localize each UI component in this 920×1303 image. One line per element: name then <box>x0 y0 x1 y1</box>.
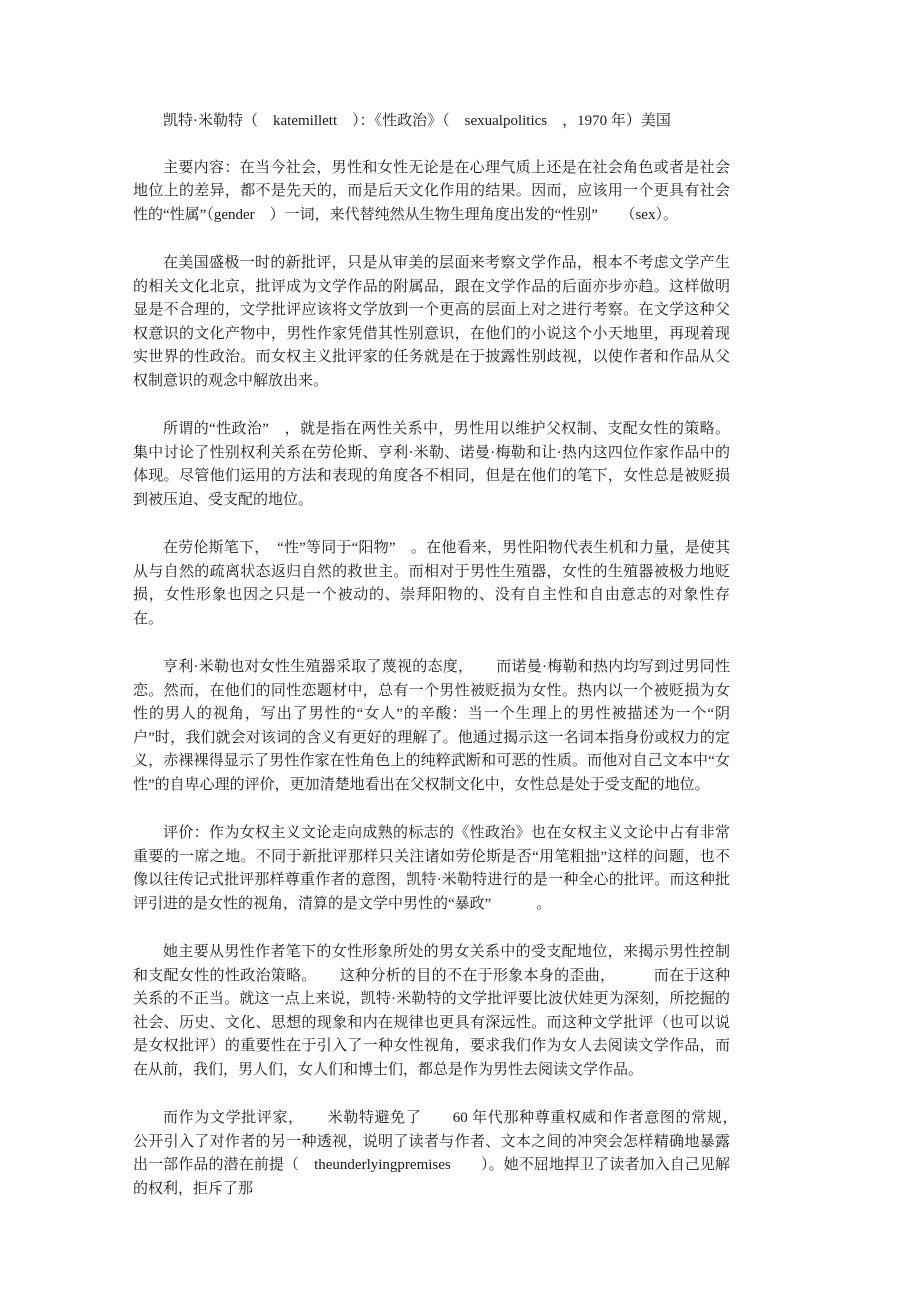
document-page <box>133 110 776 1226</box>
paragraph-critic-conventions: 而作为文学批评家， 米勒特避免了 60 年代那种尊重权威和作者意图的常规， 公开引入了对作者的另一种透视，说明了读者与作者、文本之间的冲突会怎样精确地暴露出一部作品的潜在前提（ theunderlyingpremises ）。她不屈地捍卫了读者加入自己见解的权利，拒斥了那 <box>133 1110 776 1197</box>
paragraph-main-content: 主要内容：在当今社会，男性和女性无论是在心理气质上还是在社会角色或者是社会地位上的差异，都不是先天的，而是后天文化作用的结果。因而，应该用一个更具有社会性的“性属”（gender ）一词，来代替纯然从生物生理角度出发的“性别” （sex）。 <box>133 159 730 223</box>
paragraph-sexual-politics-definition: 所谓的“性政治” ，就是指在两性关系中，男性用以维护父权制、支配女性的策略。集中讨论了性别权利关系在劳伦斯、亨利·米勒、诺曼·梅勒和让·热内这四位作家作品中的体现。尽管他们运用的方法和表现的角度各不相同，但是在他们的笔下，女性总是被贬损到被压迫、受支配的地位。 <box>133 421 730 508</box>
paragraph-new-criticism: 在美国盛极一时的新批评，只是从审美的层面来考察文学作品，根本不考虑文学产生的相关文化北京，批评成为文学作品的附属品，跟在文学作品的后面亦步亦趋。这样做明显是不合理的，文学批评应该将文学放到一个更高的层面上对之进行考察。在文学这种父权意识的文化产物中，男性作家凭借其性别意识，在他们的小说这个小天地里，再现着现实世界的性政治。而女权主义批评家的任务就是在于披露性别歧视，以使作者和作品从父权制意识的观念中解放出来。 <box>133 255 730 389</box>
paragraph-evaluation: 评价：作为女权主义文论走向成熟的标志的《性政治》也在女权主义文论中占有非常重要的一席之地。不同于新批评那样只关注诸如劳伦斯是否“用笔粗拙”这样的问题，也不像以往传记式批评那样尊重作者的意图，凯特·米勒特进行的是一种全心的批评。而这种批评引进的是女性的视角，清算的是文学中男性的“暴政” 。 <box>133 825 730 912</box>
paragraph-lawrence: 在劳伦斯笔下， “性”等同于“阳物” 。在他看来，男性阳物代表生机和力量，是使其从与自然的疏离状态返归自然的救世主。而相对于男性生殖器，女性的生殖器被极力地贬损，女性形象也因之只是一个被动的、崇拜阳物的、没有自主性和自由意志的对象性存在。 <box>133 540 730 627</box>
paragraph-miller-mailer-genet: 亨利·米勒也对女性生殖器采取了蔑视的态度， 而诺曼·梅勒和热内均写到过男同性恋。然而，在他们的同性恋题材中，总有一个男性被贬损为女性。热内以一个被贬损为女性的男人的视角，写出了男性的“女人”的辛酸：当一个生理上的男性被描述为一个“阴户”时，我们就会对该词的含义有更好的理解了。他通过揭示这一名词本指身份或权力的定义，赤裸裸得显示了男性作家在性角色上的纯粹武断和可恶的性质。而他对自己文本中“女性”的自卑心理的评价，更加清楚地看出在父权制文化中，女性总是处于受支配的地位。 <box>133 659 730 793</box>
document-title: 凯特·米勒特（ katemillett ）：《性政治》（ sexualpolitics ，1970 年）美国 <box>163 113 671 129</box>
paragraph-female-perspective: 她主要从男性作者笔下的女性形象所处的男女关系中的受支配地位，来揭示男性控制和支配女性的性政治策略。 这种分析的目的不在于形象本身的歪曲， 而在于这种关系的不正当。就这一点上来说，凯特·米勒特的文学批评要比波伏娃更为深刻，所挖掘的社会、历史、文化、思想的现象和内在规律也更具有深远性。而这种文学批评（也可以说是女权批评）的重要性在于引入了一种女性视角，要求我们作为女人去阅读文学作品，而在从前，我们，男人们，女人们和博士们，都总是作为男性去阅读文学作品。 <box>133 944 730 1078</box>
